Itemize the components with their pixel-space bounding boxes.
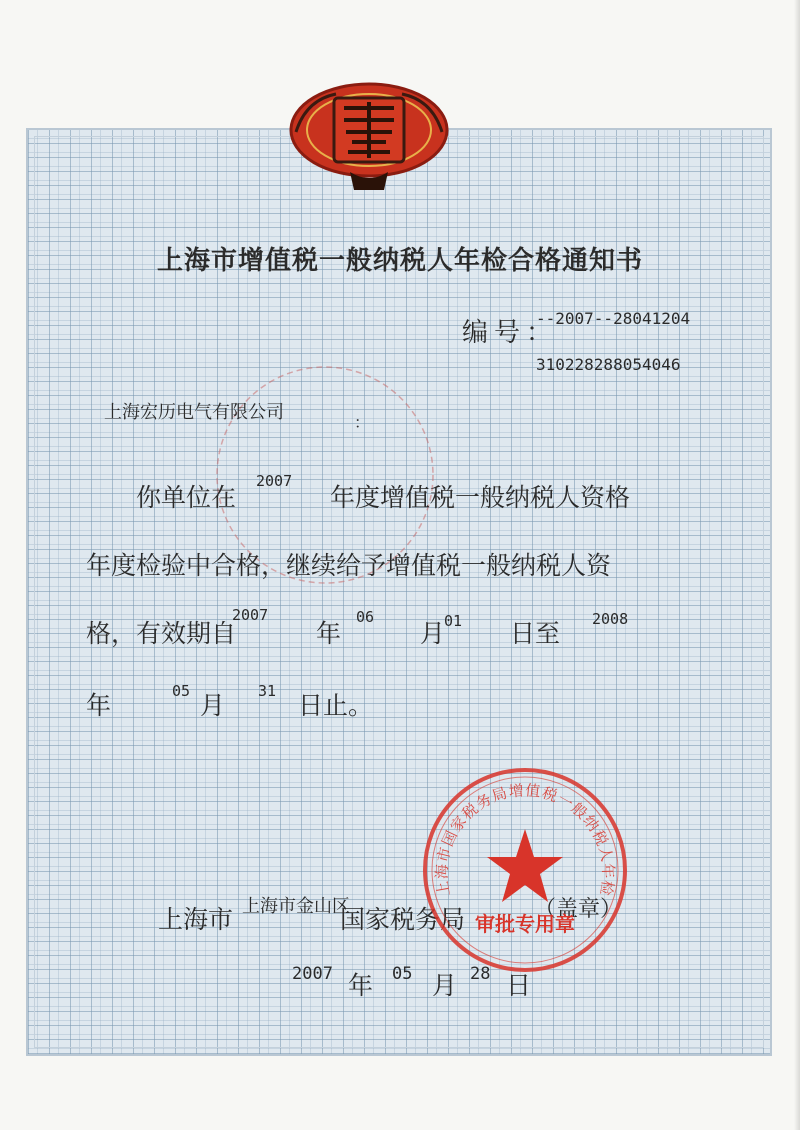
issue-date-year-char: 年 [348, 971, 374, 1000]
valid-until-month-char: 月 [200, 691, 226, 720]
valid-from-year: 2007 [232, 606, 269, 624]
recipient-company: 上海宏历电气有限公司 [104, 402, 284, 423]
valid-until-year: 2008 [592, 610, 629, 628]
valid-from-year-char: 年 [316, 619, 342, 648]
seal-ring-text: 上海市国家税务局增值税一般纳税人年检 [432, 781, 618, 898]
tax-emblem-icon [286, 80, 452, 192]
qualification-year: 2007 [256, 472, 293, 490]
issue-date-month-char: 月 [432, 971, 458, 1000]
body-line2: 年度检验中合格，继续给予增值税一般纳税人资 [86, 551, 612, 580]
certificate-number-line2: 310228288054046 [536, 355, 681, 374]
issuer-district: 上海市金山区 [242, 896, 350, 917]
seal-center-label: 审批专用章 [475, 912, 575, 936]
issue-date-day-char: 日 [506, 971, 532, 1000]
issue-date-day: 28 [470, 964, 491, 984]
valid-until-day: 31 [258, 682, 277, 700]
issuer-prefix: 上海市 [158, 905, 234, 934]
number-label: 编号： [462, 318, 559, 348]
valid-until-month: 05 [172, 682, 191, 700]
valid-until-text: 日至 [510, 619, 561, 648]
valid-from-month-char: 月 [420, 619, 446, 648]
recipient-colon: ： [354, 413, 371, 432]
body-line1-end: 年度增值税一般纳税人资格 [330, 483, 631, 512]
issue-date-month: 05 [392, 964, 413, 984]
valid-until-year-char: 年 [86, 691, 112, 720]
body-line1-start: 你单位在 [136, 483, 237, 512]
document-title: 上海市增值税一般纳税人年检合格通知书 [156, 246, 643, 276]
seal-star-icon [487, 829, 563, 902]
valid-until-end-text: 日止。 [298, 691, 374, 720]
certificate-number-line1: --2007--28041204 [536, 309, 691, 328]
issuer-office: 国家税务局 [340, 905, 466, 934]
valid-from-month: 06 [356, 608, 375, 626]
official-seal-stamp [420, 765, 630, 975]
page-edge-shadow [794, 0, 800, 1130]
issue-date-year: 2007 [292, 964, 333, 984]
body-line3-start: 格，有效期自 [86, 619, 237, 648]
seal-note: （盖章） [534, 897, 623, 922]
valid-from-day: 01 [444, 612, 463, 630]
